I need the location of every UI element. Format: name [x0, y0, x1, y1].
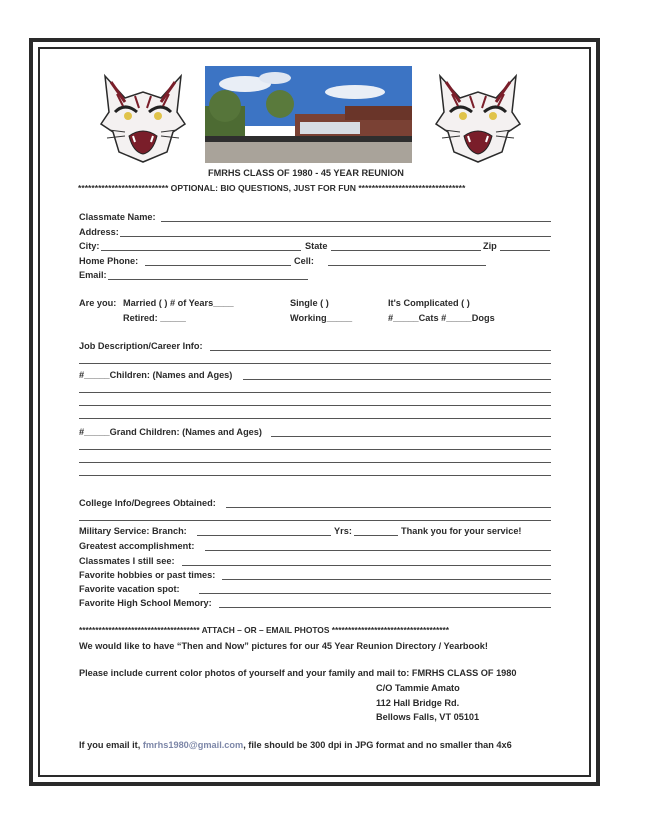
vacation-label: Favorite vacation spot: [79, 584, 180, 594]
grandchildren-field-line[interactable] [79, 449, 551, 450]
military-label: Military Service: Branch: [79, 526, 187, 536]
email-instructions [79, 740, 512, 751]
married-option[interactable]: Married ( ) # of Years____ [123, 298, 234, 308]
children-label: #_____Children: (Names and Ages) [79, 370, 233, 380]
wildcat-mascot-left [95, 72, 191, 164]
mail-address-line3: Bellows Falls, VT 05101 [376, 712, 480, 722]
branch-field[interactable] [197, 535, 331, 536]
zip-field[interactable] [500, 250, 550, 251]
cell-label: Cell: [294, 256, 314, 266]
yrs-field[interactable] [354, 535, 398, 536]
classmates-label: Classmates I still see: [79, 556, 175, 566]
yrs-label: Yrs: [334, 526, 352, 536]
school-photo [205, 66, 412, 163]
address-field[interactable] [120, 236, 551, 237]
mail-address-line2: 112 Hall Bridge Rd. [376, 698, 460, 708]
children-field[interactable] [243, 379, 551, 380]
grandchildren-field[interactable] [271, 436, 551, 437]
classmates-field[interactable] [182, 565, 551, 566]
email-prefix: If you email it, [79, 740, 141, 750]
photos-banner: ************************************* ATTACH – OR – EMAIL PHOTOS ************************************ [79, 625, 450, 635]
photos-line2: Please include current color photos of yourself and your family and mail to: FMRHS CLASS OF 1980 [79, 668, 517, 678]
address-label: Address: [79, 227, 119, 237]
photos-line1: We would like to have “Then and Now” pictures for our 45 Year Reunion Directory / Yearbook! [79, 641, 488, 651]
mail-address-line1: C/O Tammie Amato [376, 683, 460, 693]
grandchildren-label: #_____Grand Children: (Names and Ages) [79, 427, 262, 437]
city-label: City: [79, 241, 100, 251]
thanks-text: Thank you for your service! [401, 526, 522, 536]
state-field[interactable] [331, 250, 481, 251]
accomplishment-field[interactable] [205, 550, 551, 551]
form-title: FMRHS CLASS OF 1980 - 45 YEAR REUNION [208, 168, 404, 178]
form-subtitle: *************************** OPTIONAL: BIO QUESTIONS, JUST FOR FUN ******************************** [78, 183, 466, 193]
email-label: Email: [79, 270, 107, 280]
memory-field[interactable] [219, 607, 551, 608]
college-field[interactable] [226, 507, 551, 508]
accomplishment-label: Greatest accomplishment: [79, 541, 195, 551]
cell-field[interactable] [328, 265, 486, 266]
vacation-field[interactable] [199, 593, 551, 594]
classmate-name-label: Classmate Name: [79, 212, 156, 222]
children-field-line[interactable] [79, 405, 551, 406]
email-field[interactable] [108, 279, 308, 280]
email-link[interactable]: fmrhs1980@gmail.com [142, 740, 244, 750]
classmate-name-field[interactable] [161, 221, 551, 222]
home-phone-label: Home Phone: [79, 256, 139, 266]
grandchildren-field-line[interactable] [79, 475, 551, 476]
children-field-line[interactable] [79, 418, 551, 419]
city-field[interactable] [101, 250, 301, 251]
state-label: State [305, 241, 328, 251]
memory-label: Favorite High School Memory: [79, 598, 212, 608]
are-you-label: Are you: [79, 298, 117, 308]
college-field-line[interactable] [79, 520, 551, 521]
email-suffix: , file should be 300 dpi in JPG format and no smaller than 4x6 [243, 740, 512, 750]
zip-label: Zip [483, 241, 497, 251]
college-label: College Info/Degrees Obtained: [79, 498, 216, 508]
working-option[interactable]: Working_____ [290, 313, 353, 323]
job-label: Job Description/Career Info: [79, 341, 203, 351]
retired-option[interactable]: Retired: _____ [123, 313, 186, 323]
job-field[interactable] [210, 350, 551, 351]
complicated-option[interactable]: It's Complicated ( ) [388, 298, 470, 308]
single-option[interactable]: Single ( ) [290, 298, 329, 308]
job-field-line[interactable] [79, 363, 551, 364]
hobbies-label: Favorite hobbies or past times: [79, 570, 216, 580]
pets-count[interactable]: #_____Cats #_____Dogs [388, 313, 495, 323]
home-phone-field[interactable] [145, 265, 291, 266]
hobbies-field[interactable] [222, 579, 551, 580]
wildcat-mascot-right [430, 72, 526, 164]
grandchildren-field-line[interactable] [79, 462, 551, 463]
children-field-line[interactable] [79, 392, 551, 393]
